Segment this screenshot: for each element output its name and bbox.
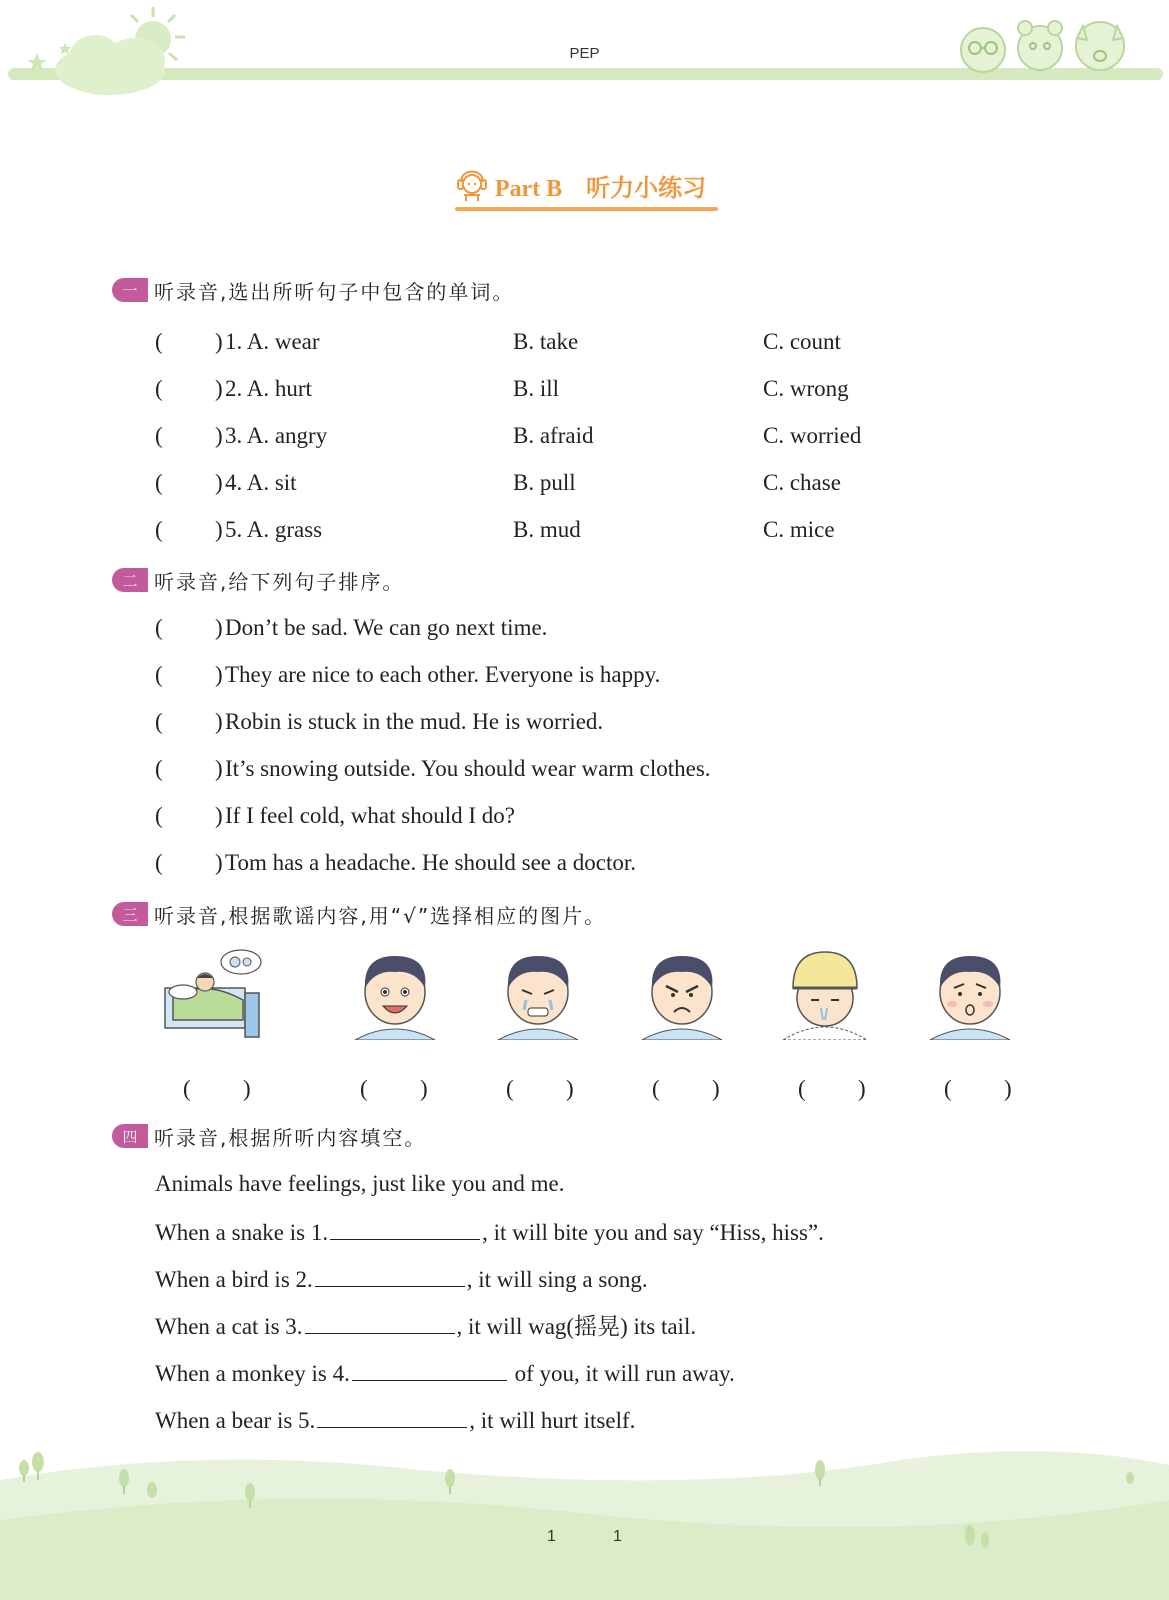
- s1-item-5-b: B. mud: [513, 517, 581, 542]
- s4-blank-3[interactable]: [305, 1311, 455, 1334]
- section-3-title: 听录音,根据歌谣内容,用“√”选择相应的图片。: [154, 903, 607, 928]
- s1-item-2-a: 2. A. hurt: [225, 376, 312, 401]
- s4-line-1-after: , it will bite you and say “Hiss, hiss”.: [482, 1220, 824, 1245]
- s2-item-5-text: If I feel cold, what should I do?: [225, 803, 515, 828]
- section-4-title: 听录音,根据所听内容填空。: [154, 1125, 427, 1150]
- s4-line-1: [155, 1217, 824, 1245]
- part-title-underline: [455, 207, 718, 211]
- s4-blank-1[interactable]: [330, 1217, 480, 1240]
- s1-item-3-b: B. afraid: [513, 423, 594, 448]
- section-1-header: [112, 276, 514, 304]
- s2-item-3-text: Robin is stuck in the mud. He is worried.: [225, 709, 604, 734]
- s2-item-4-text: It’s snowing outside. You should wear warm clothes.: [225, 756, 711, 781]
- s4-line-5-before: When a bear is 5.: [155, 1408, 316, 1433]
- s4-line-2: [155, 1264, 648, 1292]
- part-title-wrap: [0, 168, 1169, 211]
- section-2-title: 听录音,给下列句子排序。: [154, 569, 405, 594]
- s4-line-5-after: , it will hurt itself.: [469, 1408, 636, 1433]
- s1-item-1-c: C. count: [763, 329, 841, 354]
- s4-line-1-before: When a snake is 1.: [155, 1220, 329, 1245]
- cold-boy-with-hat-picture: [775, 948, 875, 1040]
- s4-line-3-after: , it will wag(摇晃) its tail.: [456, 1314, 697, 1339]
- page-number-left: 1: [547, 1528, 556, 1545]
- s4-intro: Animals have feelings, just like you and me.: [155, 1171, 565, 1196]
- animal-faces-decoration: [955, 18, 1130, 76]
- s4-line-3-before: When a cat is 3.: [155, 1314, 303, 1339]
- worried-boy-picture: [920, 948, 1020, 1040]
- happy-boy-picture: [345, 948, 445, 1040]
- s4-line-4-before: When a monkey is 4.: [155, 1361, 350, 1386]
- s4-line-2-after: , it will sing a song.: [466, 1267, 648, 1292]
- s1-item-5-a: 5. A. grass: [225, 517, 323, 542]
- section-3-badge: 三: [112, 902, 148, 926]
- s4-line-4-after: of you, it will run away.: [508, 1361, 735, 1386]
- part-title: [455, 168, 714, 211]
- s2-item-6-text: Tom has a headache. He should see a doctor.: [225, 850, 636, 875]
- s4-line-2-before: When a bird is 2.: [155, 1267, 313, 1292]
- s4-line-4: [155, 1358, 735, 1386]
- s2-item-1-text: Don’t be sad. We can go next time.: [225, 615, 548, 640]
- section-1-title: 听录音,选出所听句子中包含的单词。: [154, 279, 515, 304]
- s1-item-1-b: B. take: [513, 329, 579, 354]
- sick-in-bed-picture: [163, 948, 263, 1040]
- section-2-header: [112, 566, 404, 594]
- s2-item-2-text: They are nice to each other. Everyone is happy.: [225, 662, 661, 687]
- s1-item-1-a: 1. A. wear: [225, 329, 320, 354]
- angry-boy-picture: [632, 948, 732, 1040]
- s1-item-5-c: C. mice: [763, 517, 835, 542]
- crying-boy-picture: [488, 948, 588, 1040]
- s1-item-2-b: B. ill: [513, 376, 560, 401]
- s4-line-5: [155, 1405, 635, 1433]
- section-4-header: [112, 1122, 426, 1150]
- s1-item-3-c: C. worried: [763, 423, 862, 448]
- s1-item-4-c: C. chase: [763, 470, 841, 495]
- headphones-kid-icon: [455, 162, 489, 202]
- part-title-text: Part B 听力小练习: [494, 176, 707, 202]
- s1-item-4-b: B. pull: [513, 470, 576, 495]
- section-2-badge: 二: [112, 568, 148, 592]
- s4-blank-2[interactable]: [315, 1264, 465, 1287]
- section-3-header: [112, 900, 606, 928]
- section-4-badge: 四: [112, 1124, 148, 1148]
- header-label: PEP: [569, 45, 600, 62]
- s4-blank-5[interactable]: [317, 1405, 467, 1428]
- s1-item-2-c: C. wrong: [763, 376, 849, 401]
- s1-item-3-a: 3. A. angry: [225, 423, 328, 448]
- s4-blank-4[interactable]: [352, 1358, 507, 1381]
- section-1-badge: 一: [112, 278, 148, 302]
- s4-line-3: [155, 1311, 696, 1339]
- s1-item-4-a: 4. A. sit: [225, 470, 297, 495]
- footer-hills-decoration: [0, 1440, 1169, 1600]
- page-number-right: 1: [613, 1528, 622, 1545]
